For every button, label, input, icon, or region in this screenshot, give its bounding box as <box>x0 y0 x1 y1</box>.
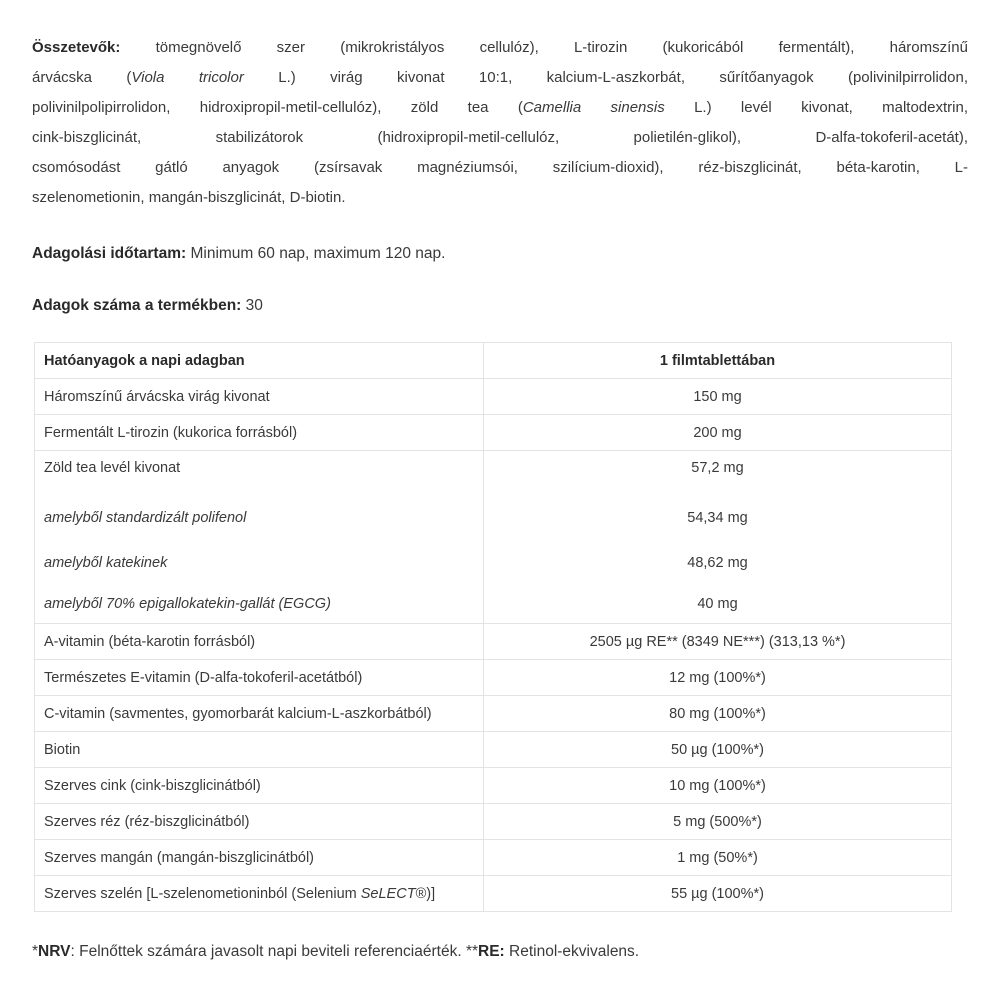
latin-name: Camellia sinensis <box>522 99 665 116</box>
table-row <box>35 451 952 496</box>
ingredient-name-text: amelyből 70% epigallokatekin-gallát (EGCG) <box>44 596 331 612</box>
ingredient-amount: 1 mg (50%*) <box>484 840 952 876</box>
ingredient-amount: 12 mg (100%*) <box>484 660 952 696</box>
ingredient-name-text: Szerves cink (cink-biszglicinátból) <box>44 777 261 794</box>
ingredient-name <box>35 660 484 696</box>
ingredient-amount: 55 µg (100%*) <box>484 876 952 912</box>
ingredient-name <box>35 876 484 912</box>
fn-text: * <box>32 943 39 960</box>
ingredients-line <box>32 126 968 156</box>
ingredient-name <box>35 451 484 496</box>
table-header-row <box>35 343 952 379</box>
ingredient-name <box>35 840 484 876</box>
ingredient-amount: 10 mg (100%*) <box>484 768 952 804</box>
table-row <box>35 732 952 768</box>
table-row <box>35 804 952 840</box>
ingredient-name <box>35 379 484 415</box>
fn-bold: NRV <box>38 943 71 960</box>
ingredient-amount: 2505 µg RE** (8349 NE***) (313,13 %*) <box>484 624 952 660</box>
brand-name: SeLECT <box>360 885 416 902</box>
ingredient-name <box>35 415 484 451</box>
ingredients-line <box>32 96 968 126</box>
ingredient-name <box>35 585 484 624</box>
ingredients-line <box>32 156 968 186</box>
duration-value: Minimum 60 nap, maximum 120 nap. <box>186 245 446 262</box>
ingredients-line <box>32 36 968 66</box>
ingredient-name-text: Természetes E-vitamin (D-alfa-tokoferil-acetátból) <box>44 669 363 686</box>
duration-line <box>32 245 445 263</box>
ingredient-name-text: Szerves réz (réz-biszglicinátból) <box>44 813 250 830</box>
ingredient-name-text: Fermentált L-tirozin (kukorica forrásból) <box>44 424 298 441</box>
table-row <box>35 624 952 660</box>
ingredient-name <box>35 768 484 804</box>
header-amount: 1 filmtablettában <box>484 343 952 379</box>
table-row <box>35 696 952 732</box>
table-row <box>35 768 952 804</box>
ingredients-text: csomósodást gátló anyagok (zsírsavak magnéziumsói, szilícium-dioxid), réz-biszglicinát, béta-karotin, L- <box>32 159 968 176</box>
table-row <box>35 495 952 540</box>
ingredients-text: polivinilpolipirrolidon, hidroxipropil-metil-cellulóz), zöld tea ( <box>32 99 523 116</box>
ingredient-name-text: ®)] <box>415 885 436 902</box>
latin-name: Viola tricolor <box>131 69 244 86</box>
nutrient-table <box>34 342 952 912</box>
table-row <box>35 379 952 415</box>
ingredient-amount: 5 mg (500%*) <box>484 804 952 840</box>
ingredient-amount: 40 mg <box>484 585 952 624</box>
table-row <box>35 840 952 876</box>
ingredient-amount: 80 mg (100%*) <box>484 696 952 732</box>
ingredients-text: L.) virág kivonat 10:1, kalcium-L-aszkorbát, sűrítőanyagok (polivinilpirrolidon, <box>243 69 969 86</box>
ingredient-name-text: Szerves mangán (mangán-biszglicinátból) <box>44 849 314 866</box>
table-row <box>35 660 952 696</box>
ingredient-amount: 50 µg (100%*) <box>484 732 952 768</box>
table-row <box>35 540 952 585</box>
ingredients-text: szelenometionin, mangán-biszglicinát, D-biotin. <box>32 189 346 206</box>
ingredient-name <box>35 624 484 660</box>
footnote <box>32 943 639 961</box>
ingredients-text: cink-biszglicinát, stabilizátorok (hidroxipropil-metil-cellulóz, polietilén-glikol), D-alfa-tokoferil-acetát), <box>32 129 968 146</box>
ingredient-name-text: A-vitamin (béta-karotin forrásból) <box>44 633 256 650</box>
ingredient-amount: 54,34 mg <box>484 495 952 540</box>
servings-value: 30 <box>241 297 263 314</box>
ingredients-text: tömegnövelő szer (mikrokristályos cellulóz), L-tirozin (kukoricából fermentált), háromszínű <box>120 39 968 56</box>
table-row <box>35 876 952 912</box>
ingredient-name-text: amelyből standardizált polifenol <box>44 509 247 526</box>
servings-line <box>32 297 263 315</box>
table-row <box>35 415 952 451</box>
ingredient-name-text: Zöld tea levél kivonat <box>44 460 181 476</box>
ingredient-name <box>35 540 484 585</box>
ingredients-label: Összetevők: <box>32 39 121 56</box>
ingredients-line <box>32 66 968 96</box>
ingredient-name-text: Biotin <box>44 741 81 758</box>
ingredient-name <box>35 732 484 768</box>
fn-text: : Felnőttek számára javasolt napi beviteli referenciaérték. ** <box>70 943 479 960</box>
table-row <box>35 585 952 624</box>
ingredient-name-text: C-vitamin (savmentes, gyomorbarát kalcium-L-aszkorbátból) <box>44 705 432 722</box>
ingredient-name-text: Háromszínű árvácska virág kivonat <box>44 388 270 405</box>
ingredient-name-text: Szerves szelén [L-szelenometioninból (Selenium <box>44 885 361 902</box>
header-ingredient: Hatóanyagok a napi adagban <box>35 343 484 379</box>
ingredient-name-text: amelyből katekinek <box>44 554 168 571</box>
ingredients-text: L.) levél kivonat, maltodextrin, <box>664 99 968 116</box>
ingredients-paragraph <box>32 36 968 216</box>
servings-label: Adagok száma a termékben: <box>32 297 242 314</box>
ingredient-name <box>35 804 484 840</box>
ingredient-name <box>35 495 484 540</box>
fn-text: Retinol-ekvivalens. <box>504 943 640 960</box>
ingredients-text: árvácska ( <box>32 69 132 86</box>
ingredient-amount: 150 mg <box>484 379 952 415</box>
fn-bold: RE: <box>478 943 505 960</box>
ingredients-line <box>32 186 968 216</box>
ingredient-amount: 57,2 mg <box>484 451 952 496</box>
ingredient-amount: 200 mg <box>484 415 952 451</box>
duration-label: Adagolási időtartam: <box>32 245 187 262</box>
ingredient-name <box>35 696 484 732</box>
ingredient-amount: 48,62 mg <box>484 540 952 585</box>
